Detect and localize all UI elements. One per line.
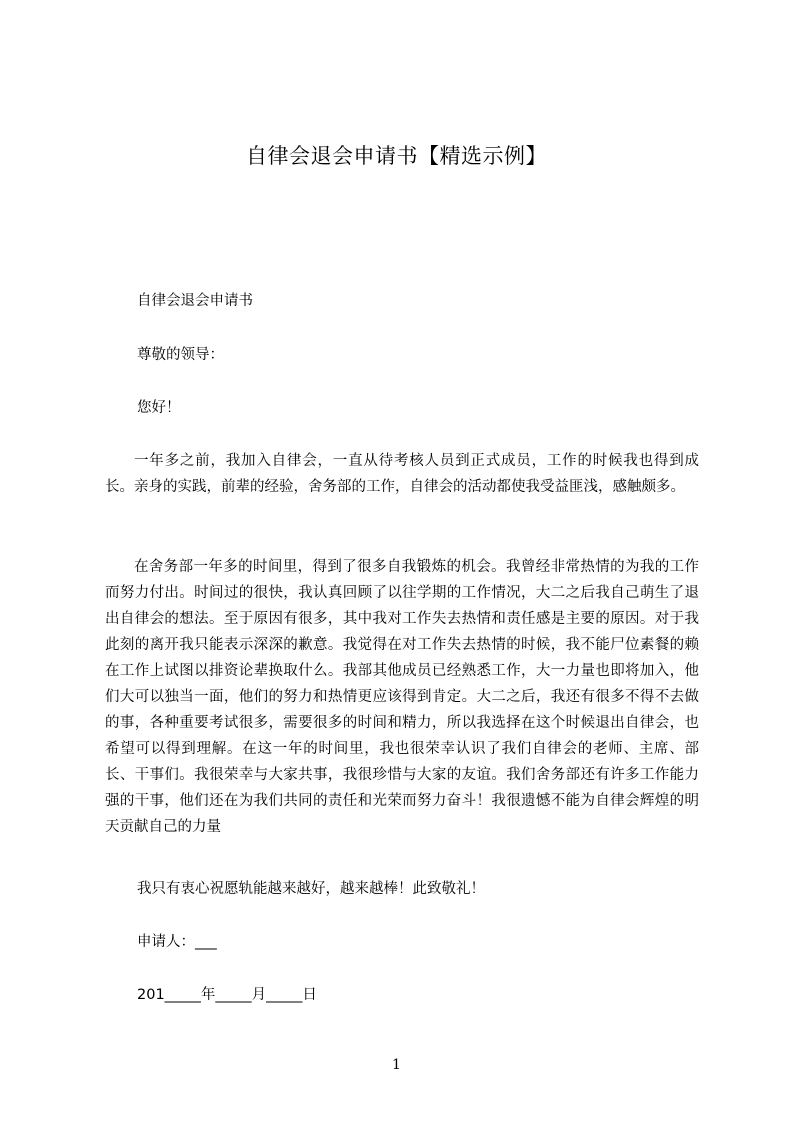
greeting: 您好！ xyxy=(137,400,181,416)
document-title: 自律会退会申请书【精选示例】 xyxy=(246,144,547,168)
paragraph-1: 一年多之前，我加入自律会，一直从待考核人员到正式成员，工作的时候我也得到成长。亲身的实践，前辈的经验，舍务部的工作，自律会的活动都使我受益匪浅，感触颇多。 xyxy=(105,453,699,495)
closing-line: 我只有衷心祝愿轨能越来越好，越来越棒！此致敬礼！ xyxy=(137,881,485,897)
letter-subtitle: 自律会退会申请书 xyxy=(137,293,253,309)
applicant-line: 申请人：___ xyxy=(137,934,217,950)
paragraph-2: 在舍务部一年多的时间里，得到了很多自我锻炼的机会。我曾经非常热情的为我的工作而努力付出。时间过的很快，我认真回顾了以往学期的工作情况，大二之后我自己萌生了退出自律会的想法。至于原因有很多，其中我对工作失去热情和责任感是主要的原因。对于我此刻的离开我只能表示深深的歉意。我觉得在对工作失去热情的时候，我不能尸位素餐的赖在工作上试图以排资论辈换取什么。我部其他成员已经熟悉工作，大一力量也即将加入，他们大可以独当一面，他们的努力和热情更应该得到肯定。大二之后，我还有很多不得不去做的事，各种重要考试很多，需要很多的时间和精力，所以我选择在这个时候退出自律会，也希望可以得到理解。在这一年的时间里，我也很荣幸认识了我们自律会的老师、主席、部长、干事们。我很荣幸与大家共事，我很珍惜与大家的友谊。我们舍务部还有许多工作能力强的干事，他们还在为我们共同的责任和光荣而努力奋斗！我很遗憾不能为自律会辉煌的明天贡献自己的力量 xyxy=(105,559,699,835)
date-line: 201_____年_____月_____日 xyxy=(137,987,317,1003)
page-number: 1 xyxy=(392,1057,401,1073)
salutation: 尊敬的领导： xyxy=(137,347,224,363)
